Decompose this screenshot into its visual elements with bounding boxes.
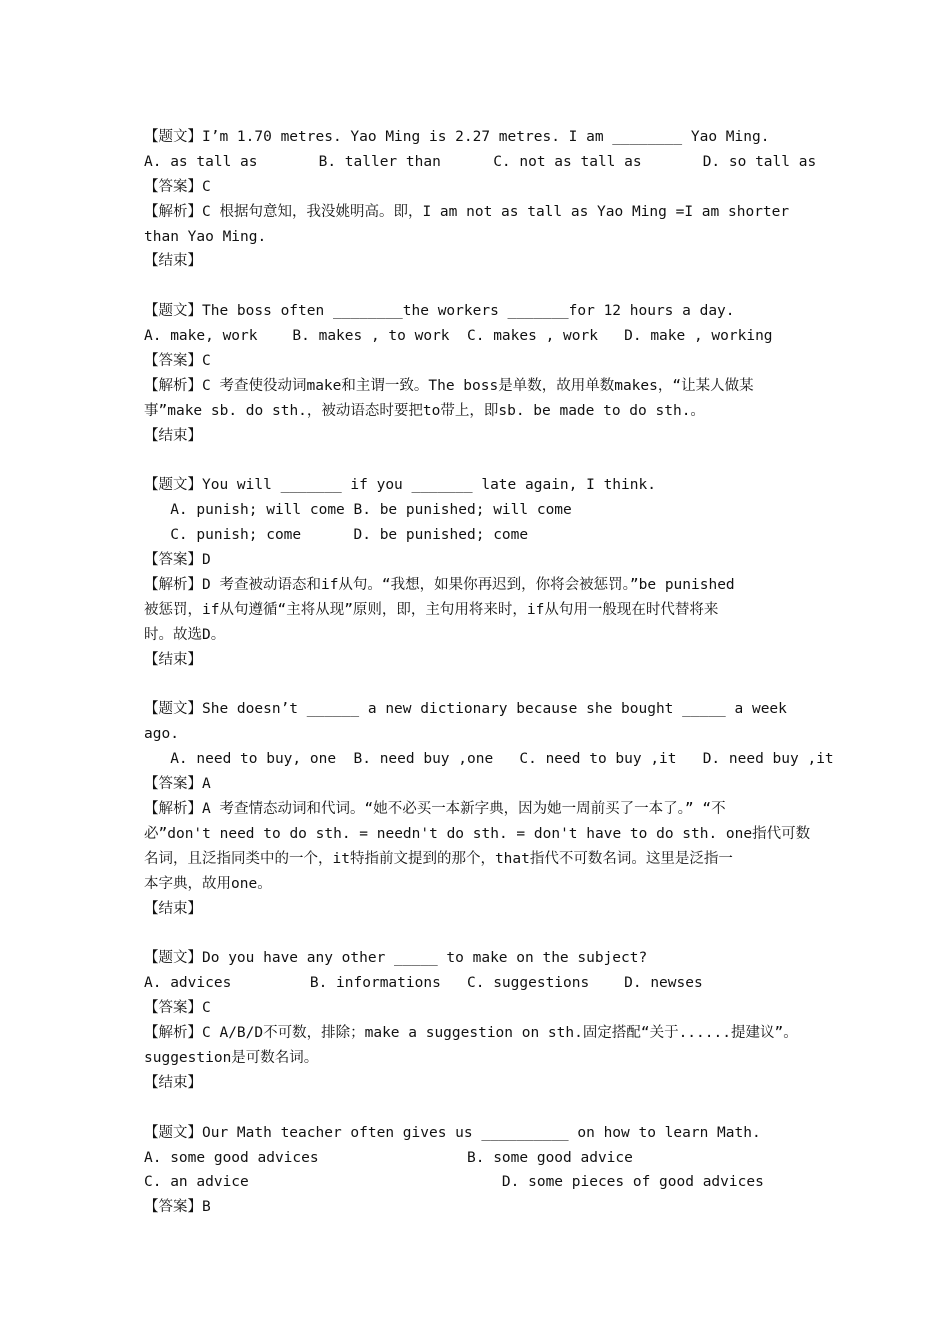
answer-line: 【答案】C [144, 1000, 211, 1017]
analysis-line: 【解析】A 考查情态动词和代词。“她不必买一本新字典，因为她一周前买了一本了。” “不 [144, 801, 726, 818]
answer-line: 【答案】B [144, 1199, 211, 1216]
question-options: A. as tall as B. taller than C. not as tall as D. so tall as [144, 153, 817, 170]
question-4 [144, 697, 834, 921]
question-options: A. need to buy, one B. need buy ,one C. need to buy ,it D. need buy ,it [144, 751, 834, 768]
question-stem: 【题文】She doesn’t ______ a new dictionary because she bought _____ a week [144, 701, 787, 718]
answer-line: 【答案】C [144, 353, 211, 370]
question-2 [144, 299, 824, 448]
analysis-line: 事”make sb. do sth.，被动语态时要把to带上，即sb. be made to do sth.。 [144, 402, 705, 419]
question-options: A. make, work B. makes , to work C. makes , work D. make , working [144, 328, 773, 345]
question-1 [144, 125, 824, 274]
answer-line: 【答案】C [144, 178, 211, 195]
question-stem: 【题文】You will _______ if you _______ late again, I think. [144, 477, 656, 494]
analysis-line: 时。故选D。 [144, 626, 226, 643]
analysis-line: 本字典，故用one。 [144, 875, 272, 892]
analysis-line: 【解析】D 考查被动语态和if从句。“我想，如果你再迟到，你将会被惩罚。”be punished [144, 577, 735, 594]
answer-line: 【答案】A [144, 776, 211, 793]
answer-line: 【答案】D [144, 552, 211, 569]
question-stem: 【题文】Do you have any other _____ to make on the subject? [144, 950, 648, 967]
analysis-line: 被惩罚，if从句遵循“主将从现”原则，即，主句用将来时，if从句用一般现在时代替将来 [144, 601, 719, 618]
analysis-line: 【解析】C A/B/D不可数，排除；make a suggestion on sth.固定搭配“关于......提建议”。 [144, 1025, 798, 1042]
question-3 [144, 473, 824, 672]
question-options: C. punish; come D. be punished; come [144, 527, 529, 544]
document-page [144, 125, 834, 1220]
analysis-line: 【解析】C 根据句意知，我没姚明高。即，I am not as tall as Yao Ming =I am shorter [144, 203, 790, 220]
question-options: A. some good advices B. some good advice [144, 1149, 633, 1166]
analysis-line: 【解析】C 考查使役动词make和主谓一致。The boss是单数，故用单数makes，“让某人做某 [144, 377, 754, 394]
question-stem: 【题文】The boss often ________the workers _______for 12 hours a day. [144, 303, 735, 320]
question-options: A. advices B. informations C. suggestions D. newses [144, 975, 703, 992]
analysis-line: 名词，且泛指同类中的一个，it特指前文提到的那个，that指代不可数名词。这里是泛指一 [144, 850, 733, 867]
question-stem: 【题文】I’m 1.70 metres. Yao Ming is 2.27 metres. I am ________ Yao Ming. [144, 129, 770, 145]
end-marker: 【结束】 [144, 1074, 202, 1091]
analysis-line: than Yao Ming. [144, 228, 267, 245]
question-stem: 【题文】Our Math teacher often gives us __________ on how to learn Math. [144, 1124, 761, 1141]
end-marker: 【结束】 [144, 651, 202, 668]
analysis-line: 必”don't need to do sth. = needn't do sth. = don't have to do sth. one指代可数 [144, 825, 811, 842]
question-options: C. an advice D. some pieces of good advices [144, 1174, 764, 1191]
end-marker: 【结束】 [144, 253, 202, 270]
question-5 [144, 946, 824, 1095]
end-marker: 【结束】 [144, 900, 202, 917]
analysis-line: suggestion是可数名词。 [144, 1049, 319, 1066]
question-stem-continued: ago. [144, 726, 179, 743]
question-6 [144, 1121, 824, 1221]
question-options: A. punish; will come B. be punished; will come [144, 502, 572, 519]
end-marker: 【结束】 [144, 427, 202, 444]
